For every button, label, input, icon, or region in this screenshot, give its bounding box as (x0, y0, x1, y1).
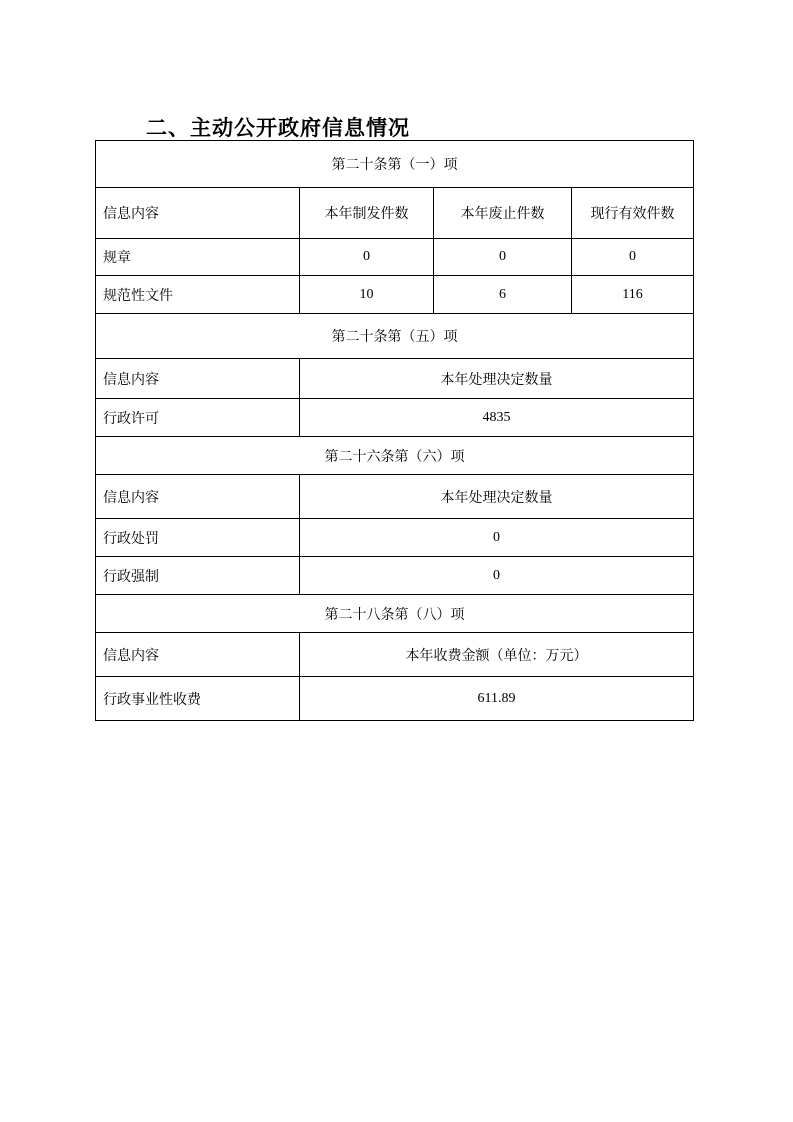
row-label: 行政处罚 (96, 519, 300, 557)
repealed-value: 6 (434, 276, 572, 314)
header-info-content: 信息内容 (96, 475, 300, 519)
section-heading-row (96, 437, 694, 475)
section-heading-row (96, 141, 694, 188)
section-5-heading: 第二十条第（五）项 (96, 314, 694, 359)
header-info-content: 信息内容 (96, 188, 300, 239)
header-in-force-count: 现行有效件数 (572, 188, 694, 239)
table-row (96, 519, 694, 557)
column-header-row (96, 475, 694, 519)
fee-amount-value: 611.89 (300, 677, 694, 721)
header-issued-count: 本年制发件数 (300, 188, 434, 239)
decision-count-value: 0 (300, 557, 694, 595)
row-label: 行政事业性收费 (96, 677, 300, 721)
row-label: 行政许可 (96, 399, 300, 437)
in-force-value: 116 (572, 276, 694, 314)
table-row (96, 276, 694, 314)
decision-count-value: 0 (300, 519, 694, 557)
row-label: 规章 (96, 239, 300, 276)
decision-count-value: 4835 (300, 399, 694, 437)
in-force-value: 0 (572, 239, 694, 276)
table-row (96, 399, 694, 437)
repealed-value: 0 (434, 239, 572, 276)
header-decision-count: 本年处理决定数量 (300, 475, 694, 519)
section-heading-row (96, 314, 694, 359)
section-1-heading: 第二十条第（一）项 (96, 141, 694, 188)
table-row (96, 557, 694, 595)
column-header-row (96, 359, 694, 399)
issued-value: 10 (300, 276, 434, 314)
section-heading-row (96, 595, 694, 633)
column-header-row (96, 633, 694, 677)
header-fee-amount: 本年收费金额（单位：万元） (300, 633, 694, 677)
table-row (96, 677, 694, 721)
column-header-row (96, 188, 694, 239)
header-repealed-count: 本年废止件数 (434, 188, 572, 239)
section-6-heading: 第二十六条第（六）项 (96, 437, 694, 475)
disclosure-table (95, 140, 694, 721)
row-label: 行政强制 (96, 557, 300, 595)
row-label: 规范性文件 (96, 276, 300, 314)
header-info-content: 信息内容 (96, 633, 300, 677)
table-row (96, 239, 694, 276)
header-info-content: 信息内容 (96, 359, 300, 399)
section-8-heading: 第二十八条第（八）项 (96, 595, 694, 633)
page-title: 二、主动公开政府信息情况 (146, 116, 410, 140)
header-decision-count: 本年处理决定数量 (300, 359, 694, 399)
issued-value: 0 (300, 239, 434, 276)
